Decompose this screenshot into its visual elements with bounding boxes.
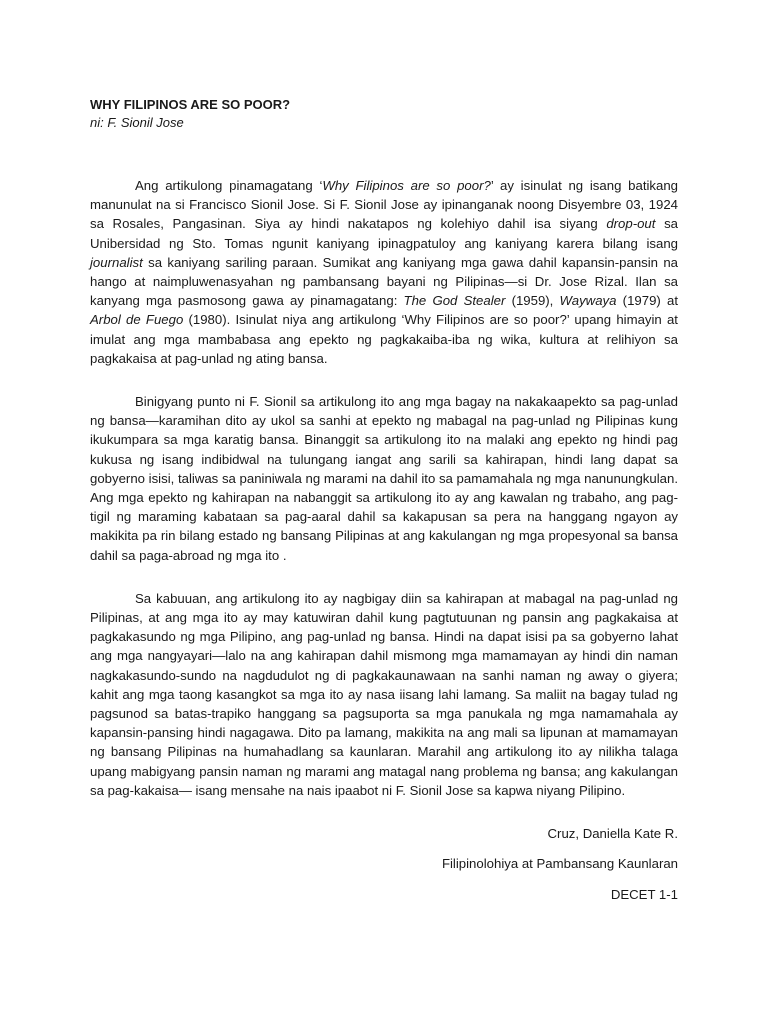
text-run: (1959), [505, 293, 560, 309]
text-run: sa kaniyang sariling paraan. Sumikat ang kaniyang mga gawa dahil kapansin-pansin na hango at naimpluwenasyahan ng pambansang bayani ng Pilipinas—si Dr. Jose Rizal. Ilan sa kanyang mga pasmosong gawa ay pinamagatang: [90, 254, 678, 309]
signature-block [90, 824, 678, 904]
italic-run: Arbol de Fuego [90, 312, 184, 328]
course-name: Filipinolohiya at Pambansang Kaunlaran [441, 856, 678, 872]
section-name: DECET 1-1 [610, 886, 678, 902]
document-byline: ni: F. Sionil Jose [90, 115, 184, 130]
document-title: WHY FILIPINOS ARE SO POOR? [90, 97, 291, 112]
document-page [90, 96, 678, 904]
paragraph-3 [90, 589, 678, 800]
text-run: sa Unibersidad ng Sto. Tomas ngunit kaniyang ipinagpatuloy ang kaniyang karera bilang isang [90, 216, 678, 251]
paragraph-1 [90, 176, 678, 368]
italic-run: Why Filipinos are so poor? [322, 178, 491, 193]
paragraph-2 [90, 392, 678, 565]
italic-run: journalist [90, 254, 143, 270]
text-run: Sa kabuuan, ang artikulong ito ay nagbigay diin sa kahirapan at mabagal na pag-unlad ng Pilipinas, at ang mga ito ay may katuwiran dahil kung pagtutuunan ng pansin ang pagkakaisa at pagkakasundo ng mga Pilipino, ang pag-unlad ng bansa. Hindi na dapat isisi pa sa gobyerno lahat ang mga nangyayari—lalo na ang kahirapan dahil mismong mga mamamayan ay hindi din naman nagkakasundo-sundo na nagdudulot ng di pagkakaunawaan na sanhi naman ng away o giyera; kahit ang mga taong kasangkot sa mga ito ay nasa iisang lahi lamang. Sa maliit na bagay tulad ng pagsunod sa batas-trapiko hanggang sa pagsuporta sa mga panukala ng mga namamahala ay kapansin-pansing hindi nagagawa. Dito pa lamang, makikita na ang mali sa lipunan at mamamayan ng bansang Pilipinas na humahadlang sa kaunlaran. Marahil ang artikulong ito ay nilikha talaga upang mabigyang pansin naman ng marami ang matagal nang problema ng bansa; ang kakulangan sa pag-kakaisa— isang mensahe na nais ipaabot ni F. Sionil Jose sa kapwa niyang Pilipino. [90, 590, 678, 798]
italic-run: Waywaya [559, 293, 617, 309]
document-body [90, 176, 678, 800]
text-run: (1980). Isinulat niya ang artikulong ‘Why Filipinos are so poor?’ upang himayin at imulat ang mga mambabasa ang epekto ng pagkakaiba-iba ng wika, kultura at relihiyon sa pagkakaisa at pag-unlad ng ating bansa. [90, 312, 678, 366]
text-run: ’ ay isinulat ng isang batikang manunulat na si Francisco Sionil Jose. Si F. Sionil Jose ay ipinanganak noong Disyembre 03, 1924 sa Rosales, Pangasinan. Siya ay hindi nakatapos ng kolehiyo dahil isa siyang [90, 178, 679, 232]
text-run: Binigyang punto ni F. Sionil sa artikulong ito ang mga bagay na nakakaapekto sa pag-unlad ng bansa—karamihan dito ay ukol sa sanhi at epekto ng mabagal na pag-unlad ng Pilipinas kung ikukumpara sa mga karatig bansa. Binanggit sa artikulong ito na malaki ang epekto ng hindi pag kukusa ng isang indibidwal na tulungang iangat ang sarili sa kahirapan, hindi lang dapat sa gobyerno isisi, taliwas sa paniniwala ng marami na dahil ito sa pamamahala ng mga nanunungkulan. Ang mga epekto ng kahirapan na nabanggit sa artikulong ito ay ang kawalan ng trabaho, ang pag-tigil ng maraming kabataan sa pag-aaral dahil sa kakapusan sa pera na hanggang ngayon ay makikita pa rin bilang estado ng bansang Pilipinas at ang kakulangan ng mga propesyonal sa bansa dahil sa paga-abroad ng mga ito . [90, 394, 678, 563]
text-run: (1979) at [616, 293, 678, 309]
author-name: Cruz, Daniella Kate R. [547, 826, 678, 842]
text-run: Ang artikulong pinamagatang ‘ [135, 178, 323, 193]
italic-run: The God Stealer [403, 293, 506, 309]
italic-run: drop-out [606, 216, 656, 232]
